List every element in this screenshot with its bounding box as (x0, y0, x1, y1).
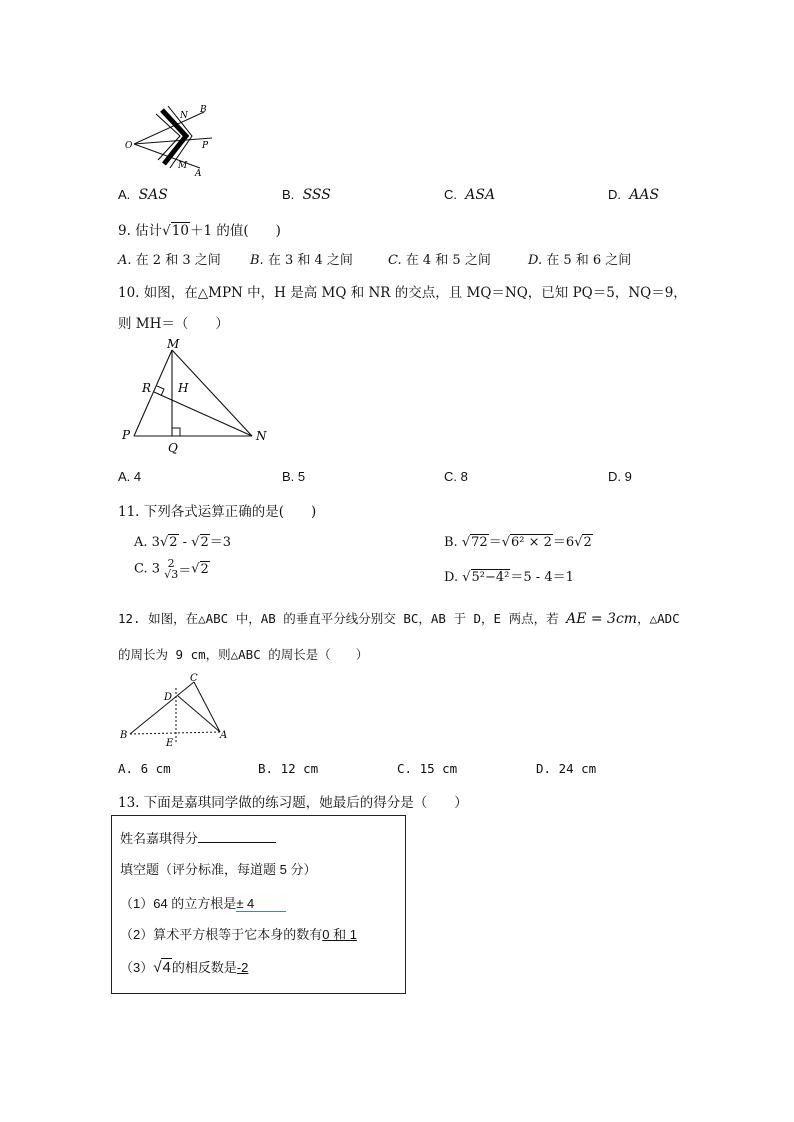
side-mp (134, 350, 172, 436)
label-r: R (142, 381, 152, 395)
sqrt-sign: √ (574, 535, 583, 550)
q11-stem: 11. 下列各式运算正确的是( ) (118, 504, 317, 520)
section-title: 填空题（评分标准，每道题 5 分） (120, 862, 317, 877)
item-1 (120, 893, 286, 912)
q10-option-a: A. 4 (118, 469, 142, 484)
result: ＝ (178, 563, 192, 579)
q8-option-d (608, 187, 659, 203)
side-ba (130, 732, 220, 734)
ray-oa (134, 144, 200, 168)
label-b: B (200, 105, 207, 115)
option-letter: A. (118, 253, 132, 268)
side-ca (194, 682, 220, 732)
result: ＝6 (552, 535, 575, 550)
label-b: B (120, 730, 128, 741)
q12-stem-line2: 的周长为 9 cm，则△ABC 的周长是（ ） (118, 647, 369, 662)
q10-figure (118, 336, 278, 456)
q9-suffix: ＋1 的值( ) (189, 223, 281, 239)
option-text: ASA (465, 187, 496, 203)
option-letter: D. (608, 187, 621, 202)
q12-text-a: 12. 如图，在△ABC 中，AB 的垂直平分线分别交 BC，AB 于 D，E 两点，若 (118, 611, 567, 626)
option-text: SAS (138, 187, 168, 203)
coef: 3 (151, 535, 160, 550)
q11-option-b (444, 531, 593, 550)
q12-figure (118, 672, 238, 750)
sqrt-sign: √ (162, 223, 171, 239)
option-letter: D. (444, 570, 459, 585)
radicand: 2 (583, 535, 592, 550)
item-1-answer: ± 4 (236, 896, 286, 912)
q12-option-d: D. 24 cm (536, 761, 597, 776)
option-letter: A. (134, 535, 148, 550)
q9-option-d (528, 249, 631, 268)
q8-figure (120, 100, 230, 180)
segment-da (178, 696, 220, 732)
label-p: P (202, 141, 209, 151)
q11-option-a (134, 531, 231, 550)
radicand: 2 (200, 535, 209, 550)
radicand: 2 (169, 535, 178, 550)
item-2-label: （2）算术平方根等于它本身的数有 (120, 927, 323, 942)
label-n: N (256, 429, 267, 443)
label-n: N (180, 111, 188, 121)
q9-radicand: 10 (171, 223, 189, 239)
q9-option-a (118, 249, 221, 268)
item-3-mid: 的相反数是 (171, 960, 237, 975)
sqrt-sign: √ (191, 535, 200, 550)
fraction (164, 558, 178, 580)
q9-prefix: 9. 估计 (118, 223, 163, 239)
q13-stem: 13. 下面是嘉琪同学做的练习题，她最后的得分是（ ） (118, 795, 468, 811)
item-3 (120, 957, 248, 976)
label-q: Q (168, 441, 178, 455)
q10-option-c: C. 8 (444, 469, 468, 484)
option-text: 在 4 和 5 之间 (405, 253, 491, 268)
q8-option-c (444, 187, 495, 203)
fraction-num: 2 (167, 557, 175, 570)
label-a: A (220, 730, 228, 741)
q12-option-a: A. 6 cm (118, 761, 171, 776)
item-1-label: （1）64 的立方根是 (120, 896, 237, 911)
item-2 (120, 924, 357, 943)
label-a: A (195, 169, 202, 179)
option-letter: C. 3 (134, 561, 161, 577)
sqrt-sign: √ (461, 535, 471, 550)
sqrt-sign: √ (462, 570, 471, 585)
option-text: 在 2 和 3 之间 (135, 253, 221, 268)
radicand: 72 (471, 535, 488, 550)
op: - (178, 535, 192, 550)
option-text: 在 5 和 6 之间 (546, 253, 632, 268)
sqrt-sign: √ (159, 535, 169, 550)
radicand: 5²−4² (471, 570, 510, 585)
label-o: O (125, 141, 133, 151)
item-3-answer: -2 (236, 960, 249, 975)
label-m: M (167, 337, 180, 351)
name-label: 姓名嘉琪得分 (120, 831, 199, 846)
option-letter: A. (118, 187, 131, 202)
option-letter: C. (444, 187, 457, 202)
altitude-nr (154, 392, 252, 436)
item-3-radicand: 4 (162, 959, 171, 976)
sqrt-sign: √ (191, 561, 200, 577)
label-e: E (166, 738, 174, 749)
option-letter: B. (444, 535, 458, 550)
q10-option-b: B. 5 (282, 469, 306, 484)
op: ＝ (488, 535, 502, 550)
option-text: AAS (629, 187, 660, 203)
q9-option-b (250, 249, 353, 268)
label-h: H (178, 381, 189, 395)
q12-stem-line1 (118, 609, 680, 627)
label-m: M (178, 161, 188, 171)
option-text: SSS (302, 187, 331, 203)
name-line (120, 828, 276, 847)
right-angle-q (172, 428, 180, 436)
option-letter: D. (528, 253, 543, 268)
radicand: 2 (200, 561, 209, 577)
q10-option-d: D. 9 (608, 469, 632, 484)
fraction-den: √3 (164, 568, 179, 581)
q9-option-c (388, 249, 491, 268)
q10-stem-line1: 10. 如图，在△MPN 中，H 是高 MQ 和 NR 的交点，且 MQ＝NQ，已知 PQ＝5，NQ＝9， (118, 285, 687, 301)
item-3-label: （3） (120, 960, 154, 975)
q8-option-a (118, 187, 168, 203)
q12-ae: AE = 3cm (566, 611, 638, 627)
q11-option-c (134, 558, 210, 584)
sqrt-sign: √ (501, 535, 510, 550)
q12-option-c: C. 15 cm (397, 761, 458, 776)
q8-option-b (282, 187, 331, 203)
side-bc (130, 682, 194, 734)
score-blank (198, 830, 276, 843)
q11-option-d (444, 566, 574, 585)
q9-stem (118, 219, 281, 239)
label-d: D (164, 692, 173, 703)
sqrt-sign: √ (153, 959, 162, 976)
q12-option-b: B. 12 cm (258, 761, 319, 776)
result: ＝5 - 4＝1 (510, 570, 574, 585)
radicand: 6² × 2 (510, 535, 552, 550)
option-text: 在 3 和 4 之间 (267, 253, 353, 268)
label-p: P (122, 428, 131, 442)
result: ＝3 (209, 535, 232, 550)
q13-answer-sheet (111, 815, 406, 994)
option-letter: C. (388, 253, 402, 268)
option-letter: B. (282, 187, 295, 202)
q10-stem-line2: 则 MH＝（ ） (118, 316, 229, 332)
option-letter: B. (250, 253, 264, 268)
item-2-answer: 0 和 1 (322, 927, 357, 942)
label-c: C (190, 673, 198, 684)
q12-text-b: ，△ADC (637, 611, 680, 626)
